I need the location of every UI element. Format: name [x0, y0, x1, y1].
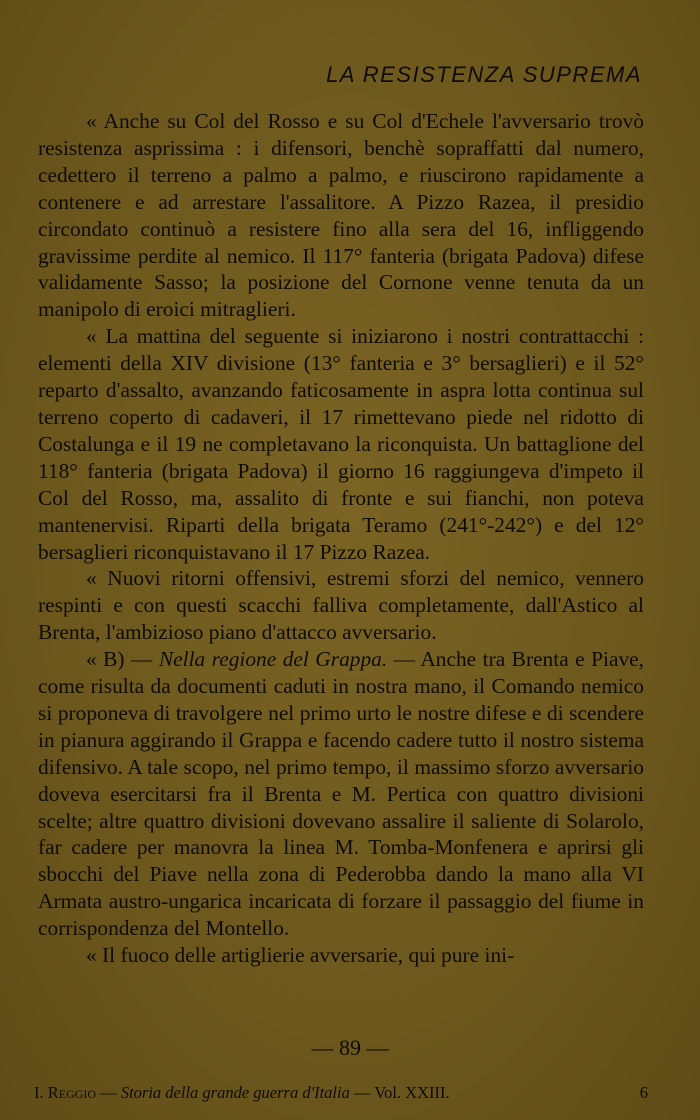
- footer-dash-1: —: [96, 1083, 121, 1102]
- footer-title: Storia della grande guerra d'Italia: [120, 1083, 350, 1102]
- section-b-suffix: — Anche tra: [387, 647, 506, 672]
- footer: [34, 1083, 648, 1103]
- paragraph-4-body: Brenta e Piave, come risulta da documenti caduti in nostra mano, il Comando nemico si proponeva di travolgere nel primo urto le nostre difese e di scendere in pianura aggirando il Grappa e facendo cadere tutto il nostro sistema difensivo. A tale scopo, nel primo tempo, il massimo sforzo avversario doveva esercitarsi fra il Brenta e M. Pertica con quattro divisioni scelte; altre quattro divisioni dovevano assalire il saliente di Solarolo, far cadere per manovra la linea M. Tomba-Monfenera e aprirsi gli sbocchi del Piave nella zona di Pederobba dando la mano alla VI Armata austro-ungarica incaricata di forzare il passaggio del fiume in corrispondenza del Montello.: [38, 647, 644, 941]
- footer-volume: Vol. XXIII.: [374, 1083, 450, 1102]
- page-number: — 89 —: [311, 1035, 389, 1060]
- paragraph-5: « Il fuoco delle artiglierie avversarie, qui pure ini-: [86, 943, 515, 968]
- footer-citation: [34, 1083, 450, 1103]
- body-text: [38, 108, 644, 969]
- paragraph-3: « Nuovi ritorni offensivi, estremi sforzi del nemico, vennero respinti e con questi scacchi falliva completamente, dall'Astico al Brenta, l'ambizioso piano d'attacco avversario.: [38, 566, 644, 645]
- section-b-prefix: « B) —: [86, 647, 159, 672]
- running-head: LA RESISTENZA SUPREMA: [326, 62, 642, 87]
- paragraph-2: « La mattina del seguente si iniziarono i nostri contrattacchi : elementi della XIV divisione (13° fanteria e 3° bersaglieri) e il 52° reparto d'assalto, avanzando faticosamente in aspra lotta continua sul terreno coperto di cadaveri, il 17 rimettevano piede nel ridotto di Costalunga e il 19 ne completavano la riconquista. Un battaglione del 118° fanteria (brigata Padova) il giorno 16 raggiungeva d'impeto il Col del Rosso, ma, assalito di fronte e sui fianchi, non poteva mantenervisi. Riparti della brigata Teramo (241°-242°) e del 12° bersaglieri riconquistavano il 17 Pizzo Razea.: [38, 324, 644, 564]
- paragraph-4: [38, 646, 644, 942]
- footer-signature: 6: [639, 1083, 648, 1102]
- paragraph-1: « Anche su Col del Rosso e su Col d'Echele l'avversario trovò resistenza asprissima : i difensori, benchè sopraffatti dal numero, cedettero il terreno a palmo a palmo, e riuscirono rapidamente a contenere e ad arrestare l'assalitore. A Pizzo Razea, il presidio circondato continuò a resistere fino alla sera del 16, infliggendo gravissime perdite al nemico. Il 117° fanteria (brigata Padova) difese validamente Sasso; la posizione del Cornone venne tenuta da un manipolo di eroici mitraglieri.: [38, 109, 644, 322]
- section-b-heading: Nella regione del Grappa.: [158, 647, 388, 672]
- footer-dash-2: —: [349, 1083, 375, 1102]
- footer-author: I. Reggio: [34, 1083, 97, 1102]
